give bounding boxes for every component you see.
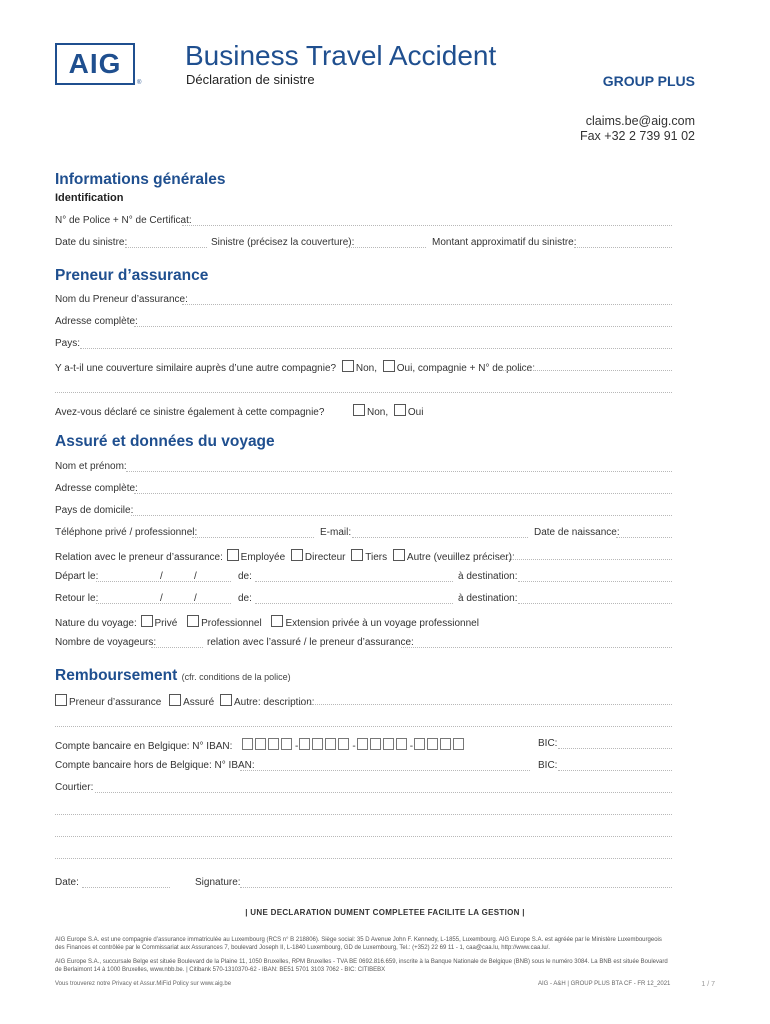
identification-label: Identification	[55, 192, 124, 204]
trip-professional-checkbox[interactable]	[187, 615, 199, 627]
claim-coverage-label: Sinistre (précisez la couverture):	[211, 237, 355, 248]
claim-date-label: Date du sinistre:	[55, 237, 128, 248]
holder-address-field[interactable]	[134, 316, 672, 327]
holder-country-field[interactable]	[80, 338, 672, 349]
declared-oui-checkbox[interactable]	[394, 404, 406, 416]
departure-from-field[interactable]	[255, 571, 453, 582]
aig-logo	[55, 43, 135, 85]
departure-slash-1: /	[160, 571, 163, 582]
group-plus-label: GROUP PLUS	[602, 73, 695, 89]
departure-from-label: de:	[238, 571, 252, 582]
iban-be-input[interactable]: - - -	[242, 741, 466, 752]
iban-abroad-field[interactable]	[240, 760, 530, 771]
claim-coverage-field[interactable]	[346, 237, 426, 248]
holder-name-field[interactable]	[182, 294, 672, 305]
relation-director-checkbox[interactable]	[291, 549, 303, 561]
refund-other-label: Autre: description:	[233, 697, 315, 708]
refund-holder-label: Preneur d’assurance	[69, 697, 162, 708]
trip-extension-label: Extension privée à un voyage professionnel	[285, 618, 479, 629]
travellers-label: Nombre de voyageurs:	[55, 637, 157, 648]
similar-coverage-row	[55, 360, 535, 374]
bic-abroad-label: BIC:	[538, 760, 558, 771]
completion-notice: | UNE DECLARATION DUMENT COMPLETEE FACILITE LA GESTION |	[245, 908, 525, 917]
refund-note: (cfr. conditions de la police)	[181, 672, 291, 682]
broker-field-line3[interactable]	[55, 826, 672, 837]
section-insured-trip: Assuré et données du voyage	[55, 433, 275, 450]
relation-employee-label: Employée	[240, 552, 286, 563]
broker-field-line2[interactable]	[55, 804, 672, 815]
bic-abroad-field[interactable]	[558, 760, 672, 771]
document-subtitle: Déclaration de sinistre	[186, 72, 315, 87]
logo-text: AIG	[68, 48, 122, 79]
date-label: Date:	[55, 877, 79, 888]
relation-other-checkbox[interactable]	[393, 549, 405, 561]
departure-date-field[interactable]	[96, 571, 231, 582]
iban-be-label: Compte bancaire en Belgique: N° IBAN:	[55, 741, 233, 752]
relation-other-field[interactable]	[482, 549, 672, 560]
relation-employee-checkbox[interactable]	[227, 549, 239, 561]
declared-non-checkbox[interactable]	[353, 404, 365, 416]
return-destination-label: à destination:	[458, 593, 518, 604]
insured-address-label: Adresse complète:	[55, 483, 138, 494]
departure-destination-field[interactable]	[518, 571, 672, 582]
similar-oui-label: Oui, compagnie + N° de police:	[396, 363, 536, 374]
page-number: 1 / 7	[701, 981, 715, 988]
refund-other-field-line2[interactable]	[55, 716, 672, 727]
insured-phone-label: Téléphone privé / professionnel:	[55, 527, 198, 538]
similar-non-checkbox[interactable]	[342, 360, 354, 372]
return-slash-1: /	[160, 593, 163, 604]
return-from-field[interactable]	[255, 593, 453, 604]
similar-coverage-question: Y a-t-il une couverture similaire auprès d’une autre compagnie?	[55, 363, 337, 374]
insured-birthdate-label: Date de naissance:	[534, 527, 620, 538]
insured-email-field[interactable]	[352, 527, 528, 538]
trip-nature-row	[55, 615, 479, 629]
insured-birthdate-field[interactable]	[616, 527, 672, 538]
insured-email-label: E-mail:	[320, 527, 352, 538]
form-reference: AIG - A&H | GROUP PLUS BTA CF - FR 12_2021	[538, 981, 671, 987]
policy-number-field[interactable]	[182, 215, 672, 226]
section-refund	[55, 667, 291, 685]
bic-be-label: BIC:	[538, 738, 558, 749]
signature-label: Signature:	[195, 877, 241, 888]
trip-private-checkbox[interactable]	[141, 615, 153, 627]
refund-title: Remboursement	[55, 667, 178, 684]
insured-residence-label: Pays de domicile:	[55, 505, 134, 516]
relation-row	[55, 549, 515, 563]
fax-number: Fax +32 2 739 91 02	[579, 129, 695, 143]
relation-other-label: Autre (veuillez préciser):	[406, 552, 515, 563]
claim-amount-label: Montant approximatif du sinistre:	[432, 237, 577, 248]
section-general-info: Informations générales	[55, 171, 226, 188]
declared-row	[55, 404, 423, 418]
return-label: Retour le:	[55, 593, 99, 604]
holder-address-label: Adresse complète:	[55, 316, 138, 327]
legal-text-2: AIG Europe S.A., succursale Belge est située Boulevard de la Plaine 11, 1050 Bruxelles, RPM Bruxelles - TVA BE 0692.816.659, inscrite à la Banque Nationale de Belgique (BNB) sous le numéro 3084. La BNB est située Boulevard de Berlaimont 14 à 1000 Bruxelles, www.nbb.be. | Citibank 570-1310370-62 - IBAN: BE51 5701 3103 7062 - BIC: CITIBEBX	[55, 959, 668, 973]
claim-date-field[interactable]	[125, 237, 207, 248]
insured-name-label: Nom et prénom:	[55, 461, 127, 472]
iban-abroad-label: Compte bancaire hors de Belgique: N° IBAN:	[55, 760, 255, 771]
legal-text-1: AIG Europe S.A. est une compagnie d’assurance immatriculée au Luxembourg (RCS n° B 218806). Siège social: 35 D Avenue John F. Kennedy, L-1855, Luxembourg. AIG Europe S.A. est agréée par le Ministère Luxembourgeois des Finances et contrôlée par le Commissariat aux Assurances 7, boulevard Joseph II, L-1840 Luxembourg, GD de Luxembourg, Tel.: (+352) 22 69 11 - 1, caa@caa.lu, http://www.caa.lu/.	[55, 937, 662, 951]
trip-nature-label: Nature du voyage:	[55, 618, 137, 629]
broker-field-line4[interactable]	[55, 848, 672, 859]
similar-oui-checkbox[interactable]	[383, 360, 395, 372]
date-field[interactable]	[82, 877, 170, 888]
relation-third-label: Tiers	[365, 552, 388, 563]
relation-director-label: Directeur	[304, 552, 346, 563]
holder-country-label: Pays:	[55, 338, 81, 349]
travellers-relation-label: relation avec l’assuré / le preneur d’assurance:	[207, 637, 414, 648]
claim-amount-field[interactable]	[574, 237, 672, 248]
refund-other-checkbox[interactable]	[220, 694, 232, 706]
departure-label: Départ le:	[55, 571, 99, 582]
insured-phone-field[interactable]	[192, 527, 314, 538]
holder-name-label: Nom du Preneur d’assurance:	[55, 294, 188, 305]
departure-destination-label: à destination:	[458, 571, 518, 582]
contact-block	[580, 114, 695, 144]
return-from-label: de:	[238, 593, 252, 604]
iban-be-row	[55, 738, 466, 752]
declared-oui-label: Oui	[407, 407, 424, 418]
trip-extension-checkbox[interactable]	[271, 615, 283, 627]
return-destination-field[interactable]	[518, 593, 672, 604]
declared-non-label: Non,	[366, 407, 389, 418]
other-company-field[interactable]	[503, 360, 672, 371]
bic-be-field[interactable]	[558, 738, 672, 749]
other-company-field-line2[interactable]	[55, 382, 672, 393]
claims-email-link[interactable]: claims.be@aig.com	[585, 114, 695, 128]
policy-number-label: N° de Police + N° de Certificat:	[55, 215, 192, 226]
departure-slash-2: /	[194, 571, 197, 582]
refund-other-field[interactable]	[300, 694, 672, 705]
insured-name-field[interactable]	[126, 461, 672, 472]
trip-professional-label: Professionnel	[201, 618, 262, 629]
refund-insured-checkbox[interactable]	[169, 694, 181, 706]
registered-mark: ®	[137, 80, 142, 86]
insured-address-field[interactable]	[134, 483, 672, 494]
insured-residence-field[interactable]	[131, 505, 672, 516]
document-title: Business Travel Accident	[185, 40, 497, 71]
return-slash-2: /	[194, 593, 197, 604]
relation-third-checkbox[interactable]	[351, 549, 363, 561]
travellers-relation-field[interactable]	[401, 637, 672, 648]
travellers-field[interactable]	[151, 637, 203, 648]
similar-non-label: Non,	[355, 363, 377, 374]
refund-insured-label: Assuré	[183, 697, 215, 708]
broker-field[interactable]	[95, 782, 672, 793]
privacy-note: Vous trouverez notre Privacy et Assur.MiFid Policy sur www.aig.be	[55, 981, 232, 987]
refund-recipient-row	[52, 694, 315, 708]
refund-holder-checkbox[interactable]	[55, 694, 67, 706]
declared-question: Avez-vous déclaré ce sinistre également à cette compagnie?	[55, 407, 325, 418]
section-policy-holder: Preneur d’assurance	[55, 267, 209, 284]
relation-label: Relation avec le preneur d’assurance:	[55, 552, 223, 563]
return-date-field[interactable]	[96, 593, 231, 604]
trip-private-label: Privé	[154, 618, 178, 629]
signature-field[interactable]	[240, 877, 672, 888]
broker-label: Courtier:	[55, 782, 94, 793]
